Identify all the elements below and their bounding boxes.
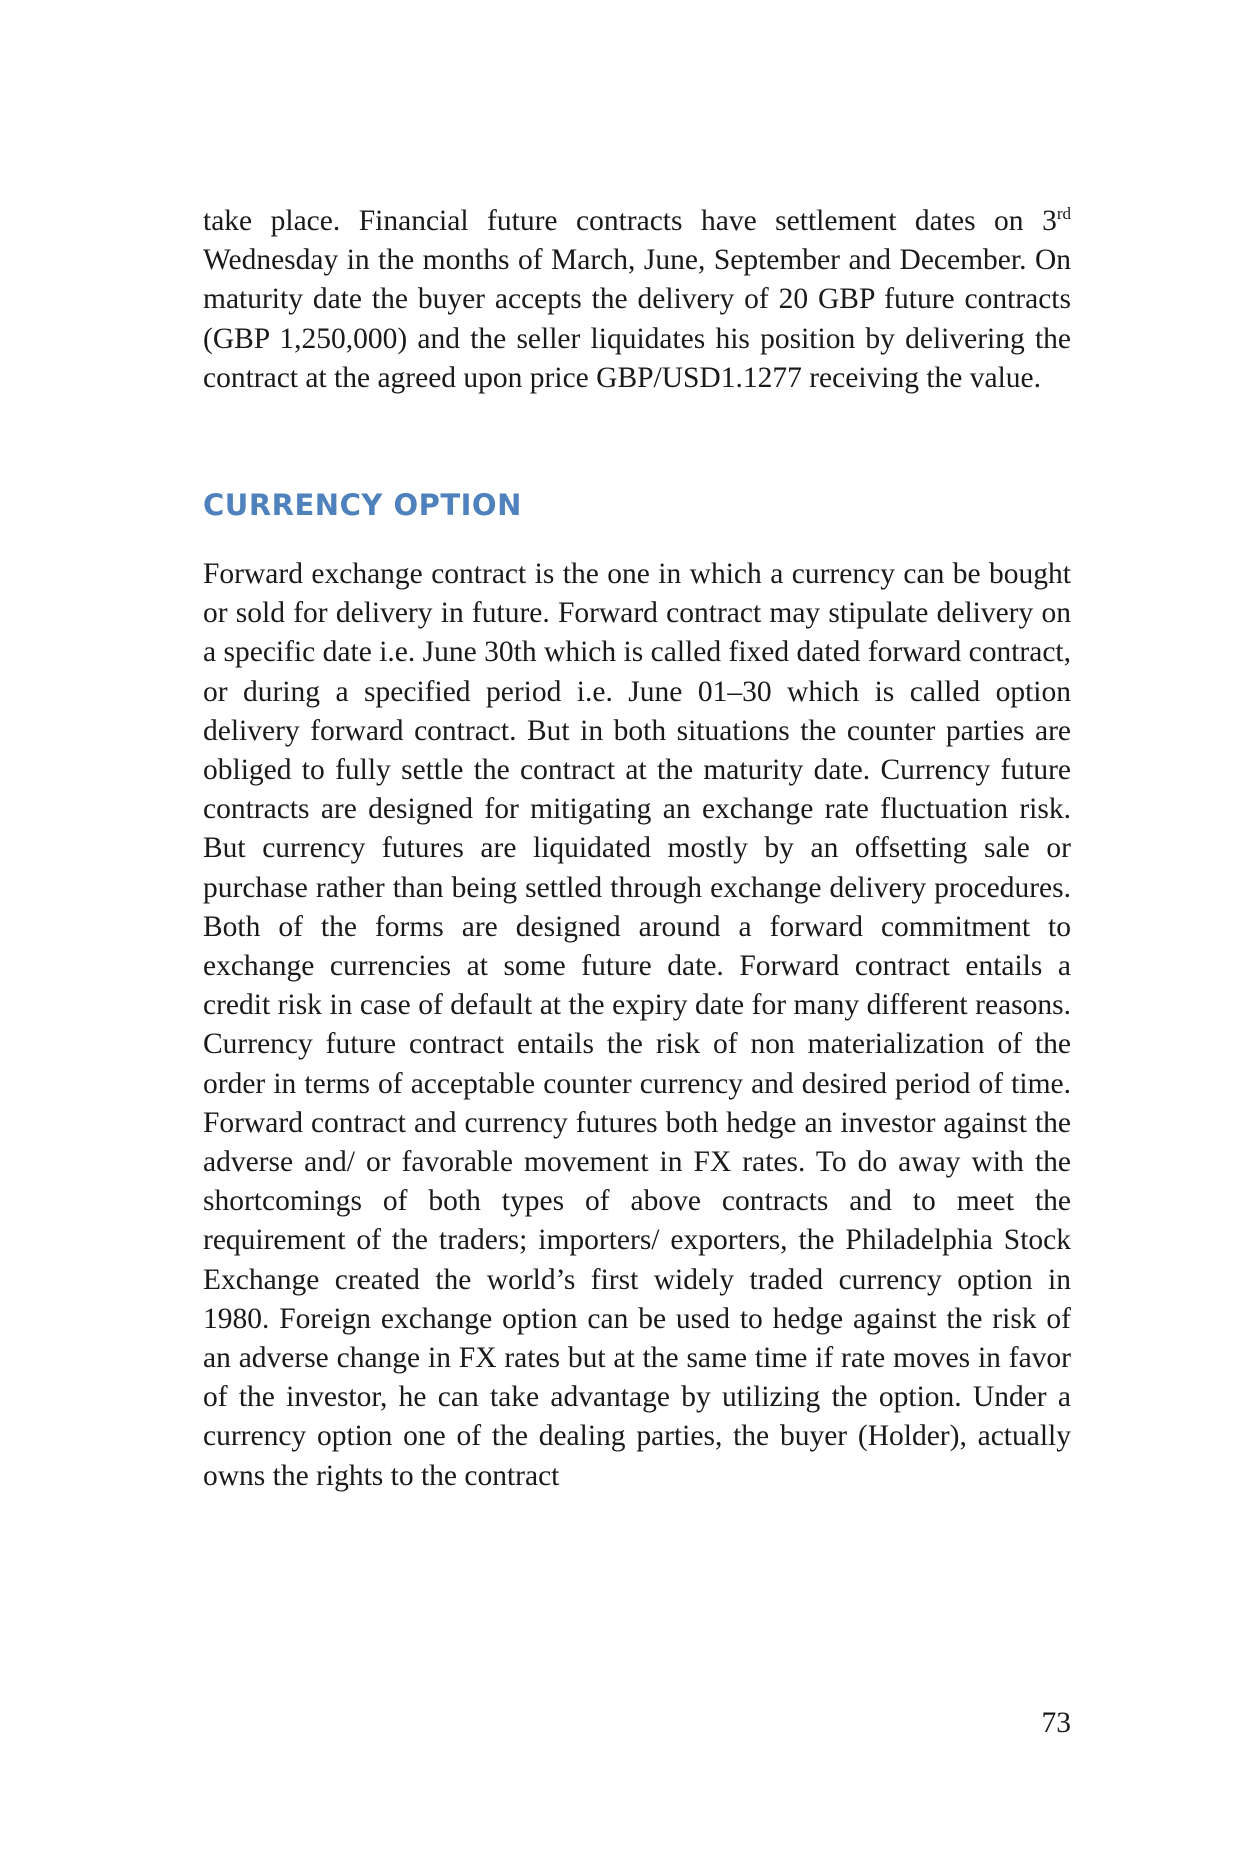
- continued-paragraph: [203, 202, 1071, 398]
- body-paragraph: Forward exchange contract is the one in which a currency can be bought or sold for delivery in future. Forward contract may stipulate delivery on a specific date i.e. June 30th which is called fixed dated forward contract, or during a specified period i.e. June 01–30 which is called option delivery forward contract. But in both situations the counter parties are obliged to fully settle the contract at the maturity date. Currency future contracts are designed for mitigating an exchange rate fluctuation risk. But currency futures are liquidated mostly by an offsetting sale or purchase rather than being settled through exchange delivery procedures. Both of the forms are designed around a forward commitment to exchange currencies at some future date. Forward contract entails a credit risk in case of default at the expiry date for many different reasons. Currency future contract entails the risk of non materialization of the order in terms of acceptable counter currency and desired period of time. Forward contract and currency futures both hedge an investor against the adverse and/ or favorable movement in FX rates. To do away with the shortcomings of both types of above contracts and to meet the requirement of the traders; importers/ exporters, the Philadelphia Stock Exchange created the world’s first widely traded currency option in 1980. Foreign exchange option can be used to hedge against the risk of an adverse change in FX rates but at the same time if rate moves in favor of the investor, he can take advantage by utilizing the option. Under a currency option one of the dealing parties, the buyer (Holder), actually owns the rights to the contract: [203, 558, 1071, 1492]
- continued-paragraph-rest: Wednesday in the months of March, June, September and December. On maturity date the buyer accepts the delivery of 20 GBP future contracts (GBP 1,250,000) and the seller liquidates his position by delivering the contract at the agreed upon price GBP/USD1.1277 receiving the value.: [203, 244, 1071, 394]
- continued-paragraph-lead: take place. Financial future contracts have settlement dates on 3: [203, 205, 1057, 237]
- ordinal-suffix: rd: [1056, 204, 1071, 223]
- section-heading: CURRENCY OPTION: [203, 488, 522, 522]
- page-number: 73: [1041, 1707, 1071, 1739]
